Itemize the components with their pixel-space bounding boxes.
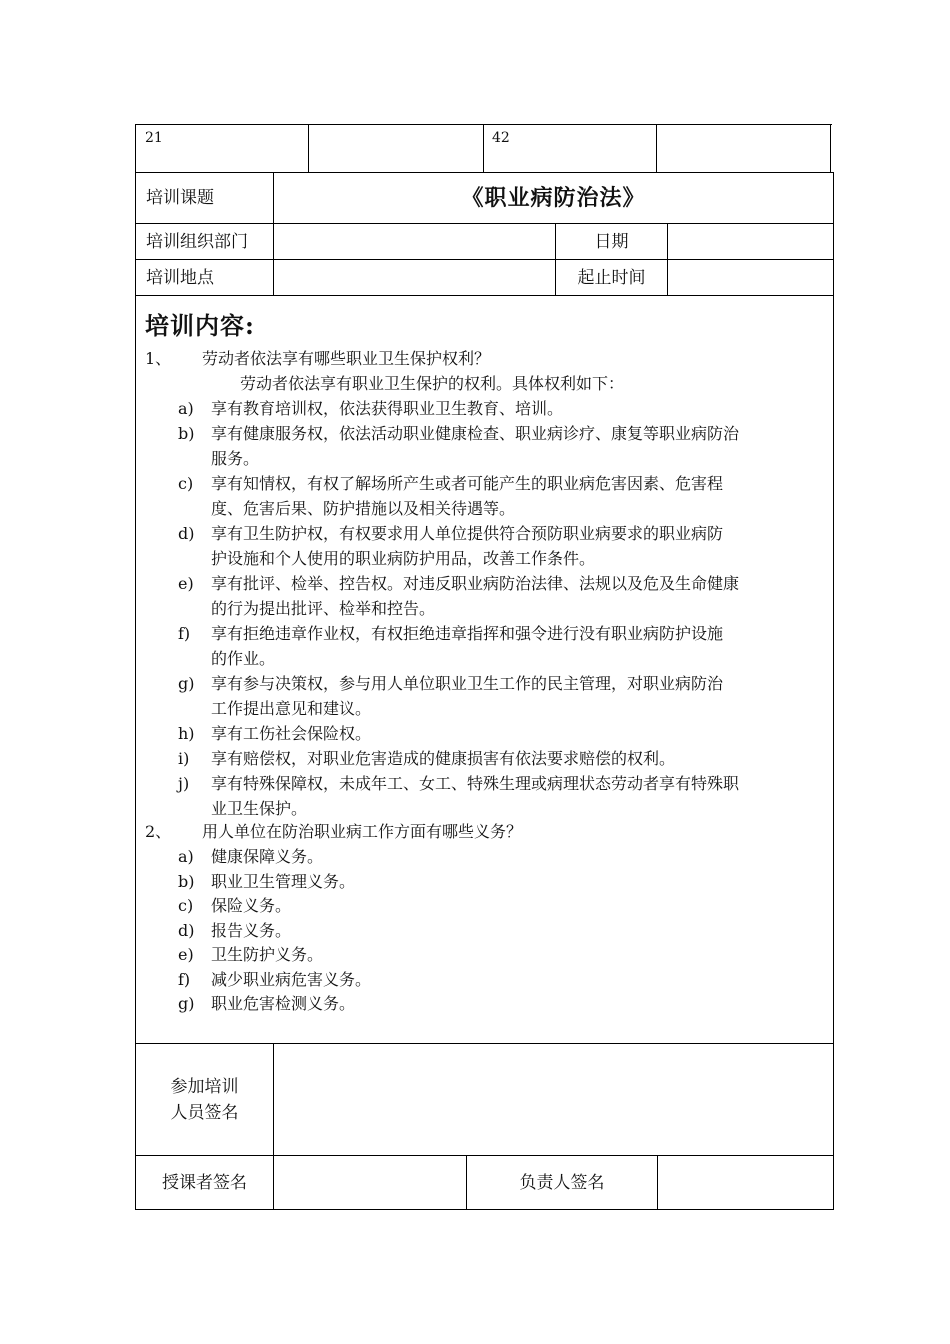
- q1-item-marker: i): [178, 749, 190, 768]
- question-1-intro: 劳动者依法享有职业卫生保护的权利。具体权利如下：: [240, 374, 625, 393]
- manager-signature-label: 负责人签名: [519, 1172, 605, 1193]
- q2-item-text: 健康保障义务。: [211, 847, 324, 866]
- top-row-divider-3: [656, 124, 657, 172]
- q1-item-text: 工作提出意见和建议。: [211, 699, 372, 718]
- top-row-divider-4: [830, 124, 831, 172]
- org-field[interactable]: [274, 224, 555, 259]
- top-left-number: 21: [145, 130, 163, 146]
- q1-item-text: 享有特殊保障权，未成年工、女工、特殊生理或病理状态劳动者享有特殊职: [211, 774, 740, 793]
- time-label: 起止时间: [577, 267, 646, 288]
- q2-item-text: 报告义务。: [211, 920, 292, 940]
- participants-signature-field[interactable]: [274, 1044, 833, 1155]
- q1-item-text: 度、危害后果、防护措施以及相关待遇等。: [211, 499, 516, 518]
- q1-item-text: 服务。: [211, 449, 260, 468]
- manager-signature-field[interactable]: [658, 1156, 833, 1209]
- location-label: 培训地点: [146, 267, 214, 288]
- q1-item-marker: g): [178, 674, 195, 693]
- q2-item-marker: d): [178, 920, 195, 940]
- q2-item-text: 保险义务。: [211, 896, 292, 915]
- question-1-text: 劳动者依法享有哪些职业卫生保护权利？: [202, 349, 491, 368]
- q2-item-text: 职业卫生管理义务。: [211, 871, 356, 891]
- topic-value: [274, 173, 833, 223]
- q1-item-text: 享有赔偿权，对职业危害造成的健康损害有依法要求赔偿的权利。: [211, 749, 676, 768]
- trainer-signature-field[interactable]: [274, 1156, 466, 1209]
- q2-item-marker: c): [178, 896, 194, 915]
- question-1-number: 1、: [145, 349, 172, 368]
- top-row-divider-2: [483, 124, 484, 172]
- location-field[interactable]: [274, 260, 555, 295]
- q2-item-marker: g): [178, 994, 195, 1013]
- q2-item-marker: e): [178, 945, 194, 964]
- participants-label-line-2: 人员签名: [170, 1103, 239, 1123]
- q1-item-text: 的行为提出批评、检举和控告。: [211, 599, 436, 618]
- q2-item-text: 减少职业病危害义务。: [211, 969, 372, 989]
- q2-item-marker: f): [178, 969, 191, 989]
- date-label: 日期: [594, 231, 629, 252]
- q1-item-marker: j): [178, 774, 190, 793]
- org-label: 培训组织部门: [146, 231, 248, 252]
- date-field[interactable]: [668, 224, 833, 259]
- question-2-text: 用人单位在防治职业病工作方面有哪些义务？: [202, 822, 523, 841]
- time-field[interactable]: [668, 260, 833, 295]
- q1-item-marker: h): [178, 724, 195, 743]
- q2-item-marker: b): [178, 871, 195, 891]
- q1-item-marker: b): [178, 424, 195, 443]
- q2-item-text: 职业危害检测义务。: [211, 994, 356, 1013]
- q1-item-marker: d): [178, 524, 195, 543]
- q1-item-marker: c): [178, 474, 194, 493]
- q1-item-text: 享有健康服务权，依法活动职业健康检查、职业病诊疗、康复等职业病防治: [211, 424, 740, 443]
- q1-item-text: 享有知情权，有权了解场所产生或者可能产生的职业病危害因素、危害程: [211, 474, 724, 493]
- q1-item-text: 享有拒绝违章作业权，有权拒绝违章指挥和强令进行没有职业病防护设施: [211, 624, 724, 643]
- q1-item-text: 享有批评、检举、控告权。对违反职业病防治法律、法规以及危及生命健康: [211, 574, 740, 593]
- q2-item-marker: a): [178, 847, 194, 866]
- table-border-bottom: [135, 1209, 834, 1210]
- q1-item-text: 业卫生保护。: [211, 799, 308, 818]
- q1-item-marker: e): [178, 574, 194, 593]
- q1-item-text: 的作业。: [211, 649, 276, 668]
- topic-label: 培训课题: [146, 188, 214, 208]
- q1-item-text: 享有工伤社会保险权。: [211, 724, 372, 743]
- q2-item-text: 卫生防护义务。: [211, 945, 324, 964]
- question-2-number: 2、: [145, 822, 172, 841]
- q1-item-text: 享有参与决策权，参与用人单位职业卫生工作的民主管理，对职业病防治: [211, 674, 724, 693]
- q1-item-marker: f): [178, 624, 191, 643]
- content-heading: 培训内容:: [145, 311, 255, 340]
- q1-item-marker: a): [178, 399, 194, 418]
- q1-item-text: 享有卫生防护权，有权要求用人单位提供符合预防职业病要求的职业病防: [211, 524, 724, 543]
- top-right-number: 42: [492, 130, 510, 146]
- participants-label-line-1: 参加培训: [170, 1077, 239, 1097]
- row-line-4: [135, 295, 834, 296]
- table-border-right: [833, 172, 834, 1210]
- trainer-signature-label: 授课者签名: [162, 1172, 247, 1193]
- q1-item-text: 护设施和个人使用的职业病防护用品，改善工作条件。: [211, 549, 596, 568]
- topic-title: 《职业病防治法》: [461, 185, 646, 211]
- top-row-divider-1: [308, 124, 309, 172]
- q1-item-text: 享有教育培训权，依法获得职业卫生教育、培训。: [211, 399, 564, 418]
- participants-signature-label: [136, 1074, 273, 1126]
